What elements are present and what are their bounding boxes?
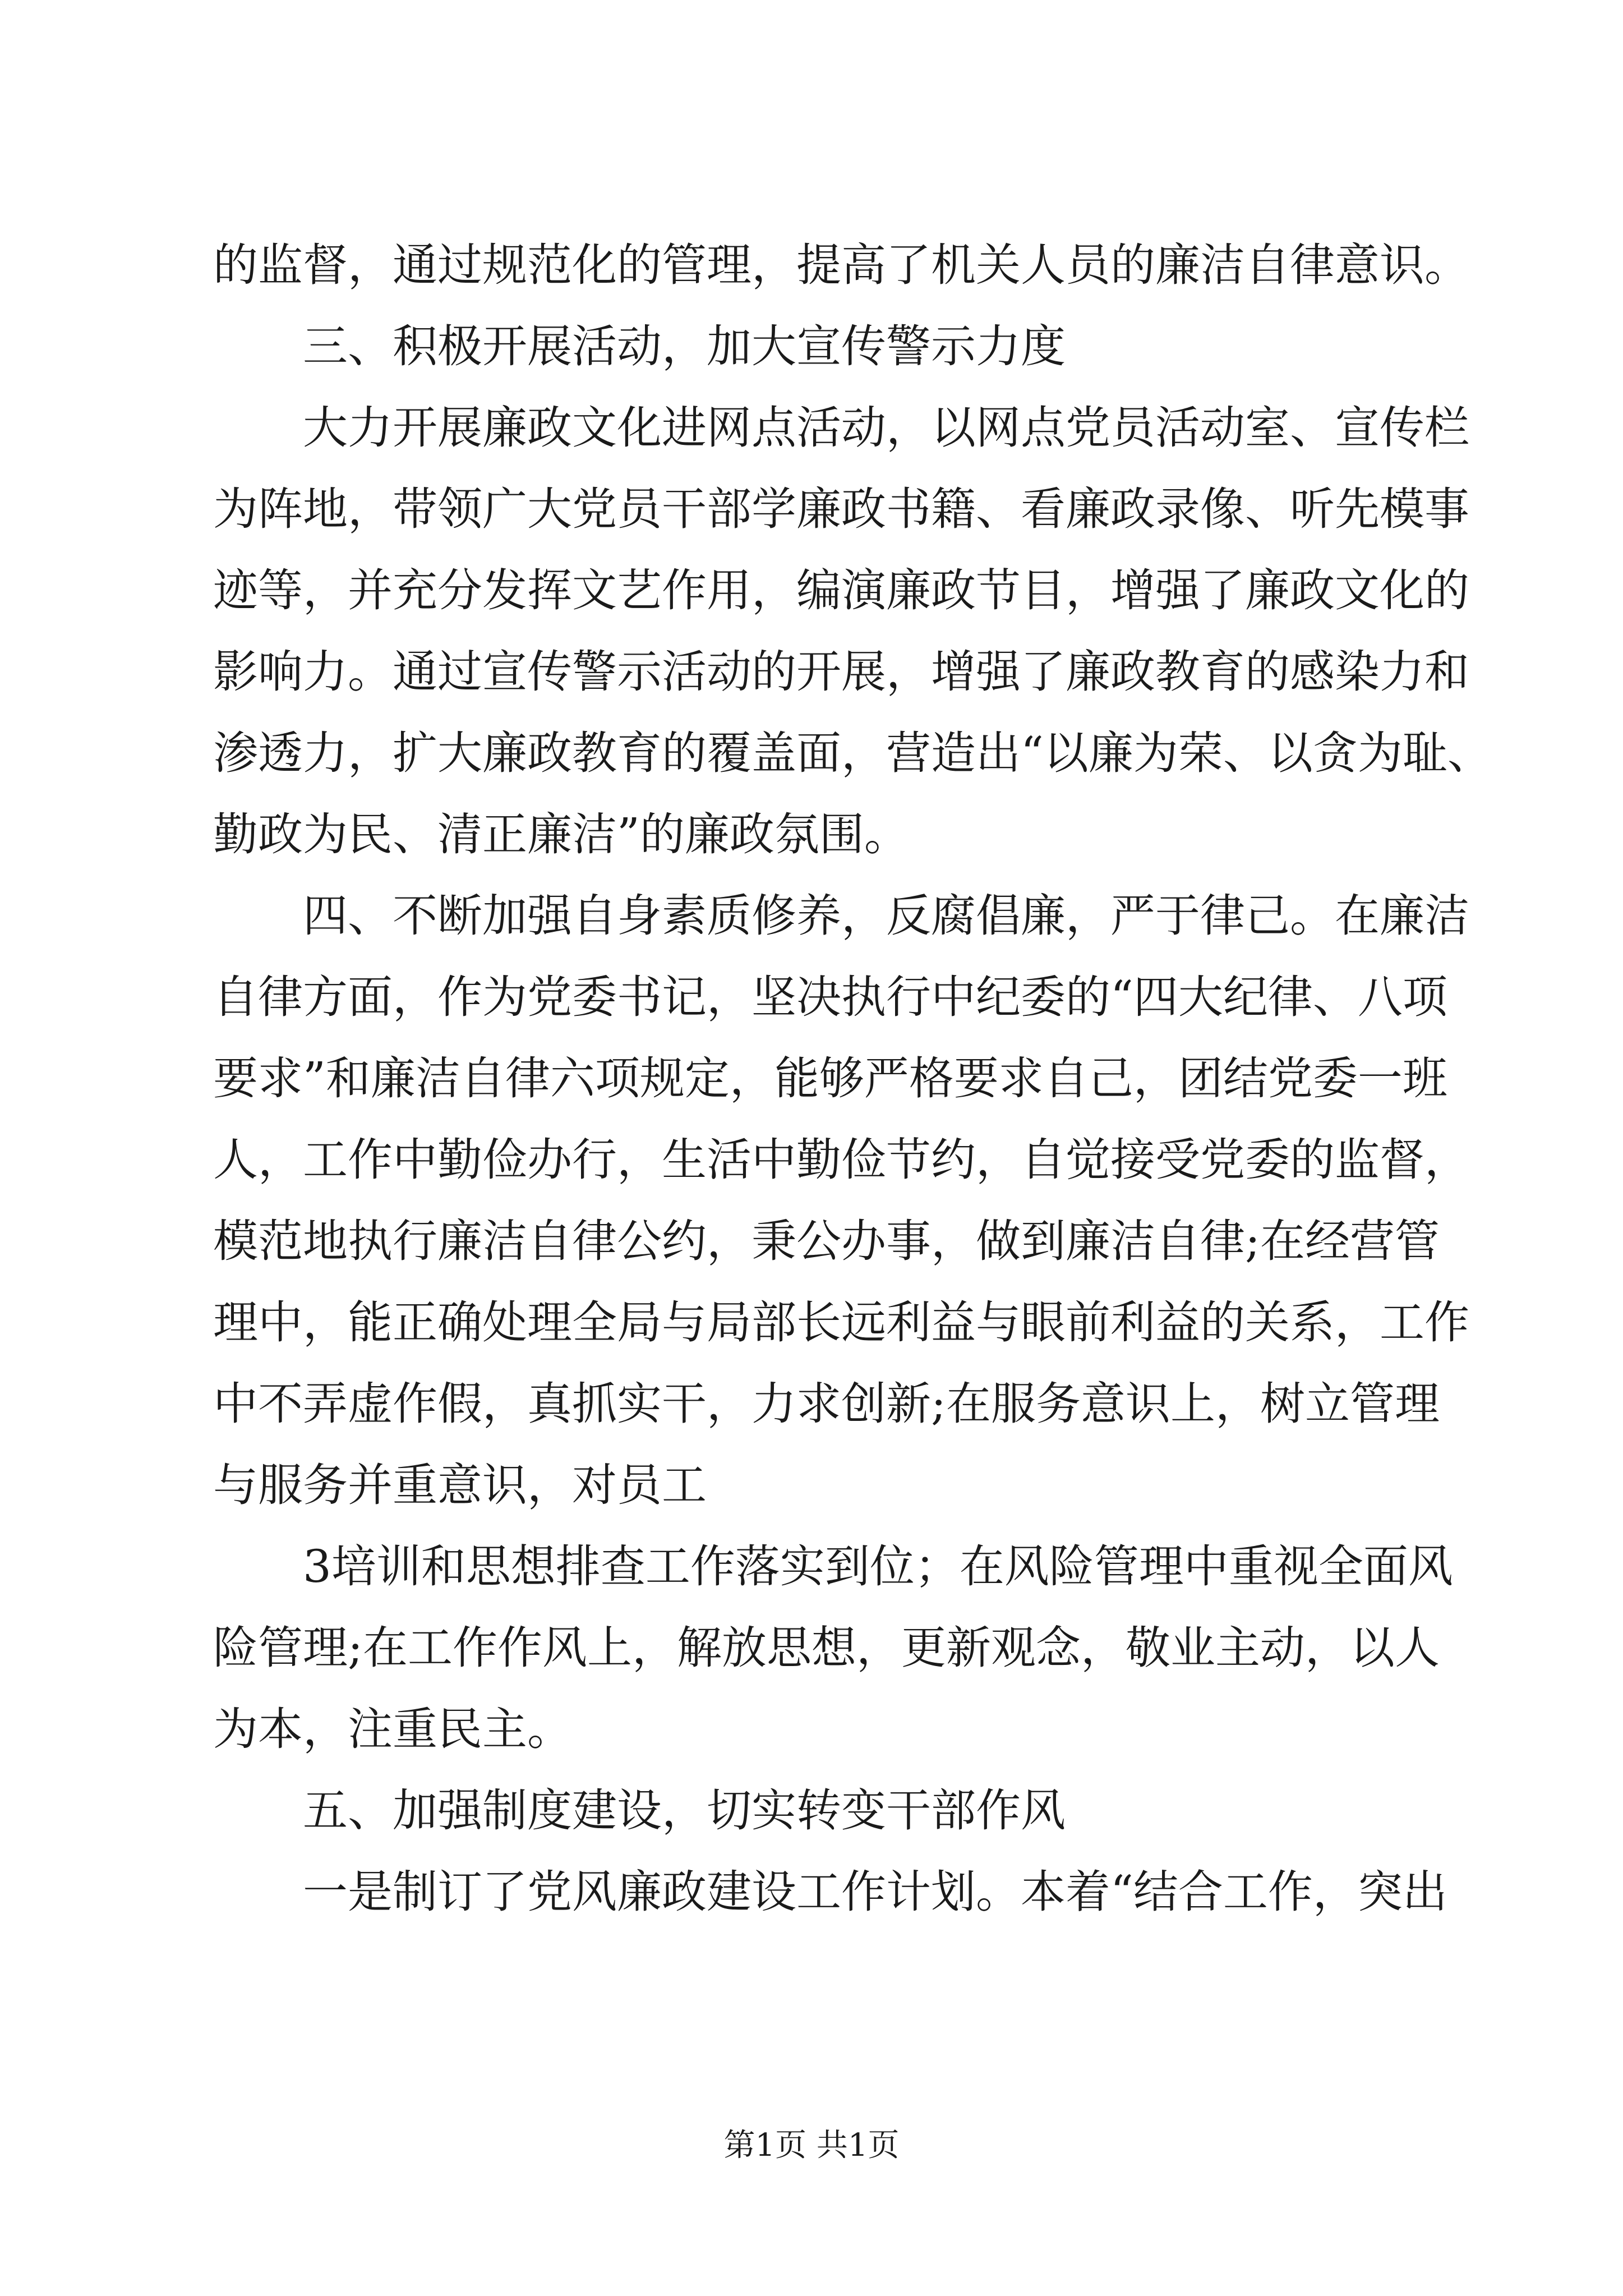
text-line: 迹等，并充分发挥文艺作用，编演廉政节目，增强了廉政文化的 [213, 564, 1469, 616]
text-line: 的监督，通过规范化的管理，提高了机关人员的廉洁自律意识。 [213, 239, 1469, 291]
text-line: 影响力。通过宣传警示活动的开展，增强了廉政教育的感染力和 [213, 646, 1469, 698]
text-line: 勤政为民、清正廉洁”的廉政氛围。 [213, 808, 909, 861]
text-line: 一是制订了党风廉政建设工作计划。本着“结合工作，突出 [303, 1866, 1447, 1918]
text-line: 人，工作中勤俭办行，生活中勤俭节约，自觉接受党委的监督， [213, 1134, 1469, 1186]
text-line: 渗透力，扩大廉政教育的覆盖面，营造出“以廉为荣、以贪为耻、 [213, 727, 1492, 779]
text-line: 要求”和廉洁自律六项规定，能够严格要求自己，团结党委一班 [213, 1052, 1447, 1105]
text-line: 模范地执行廉洁自律公约，秉公办事，做到廉洁自律;在经营管 [213, 1215, 1440, 1267]
body-text [213, 224, 1492, 1932]
text-line: 3培训和思想排查工作落实到位；在风险管理中重视全面风 [303, 1540, 1453, 1593]
page-number-label: 第1页 共1页 [723, 2127, 900, 2164]
text-line: 为阵地，带领广大党员干部学廉政书籍、看廉政录像、听先模事 [213, 483, 1469, 535]
section-heading-3: 三、积极开展活动，加大宣传警示力度 [303, 320, 1066, 372]
text-line: 大力开展廉政文化进网点活动，以网点党员活动室、宣传栏 [303, 402, 1469, 454]
text-line: 理中，能正确处理全局与局部长远利益与眼前利益的关系，工作 [213, 1296, 1469, 1349]
text-line: 与服务并重意识，对员工 [213, 1459, 707, 1511]
text-line: 自律方面，作为党委书记，坚决执行中纪委的“四大纪律、八项 [213, 971, 1447, 1023]
text-line: 险管理;在工作作风上，解放思想，更新观念，敬业主动，以人 [213, 1622, 1440, 1674]
page-footer [0, 2126, 1623, 2165]
section-heading-5: 五、加强制度建设，切实转变干部作风 [303, 1784, 1066, 1837]
section-heading-4: 四、不断加强自身素质修养，反腐倡廉，严于律己。在廉洁 [303, 890, 1469, 942]
text-line: 中不弄虚作假，真抓实干，力求创新;在服务意识上，树立管理 [213, 1378, 1440, 1430]
text-line: 为本，注重民主。 [213, 1703, 572, 1755]
